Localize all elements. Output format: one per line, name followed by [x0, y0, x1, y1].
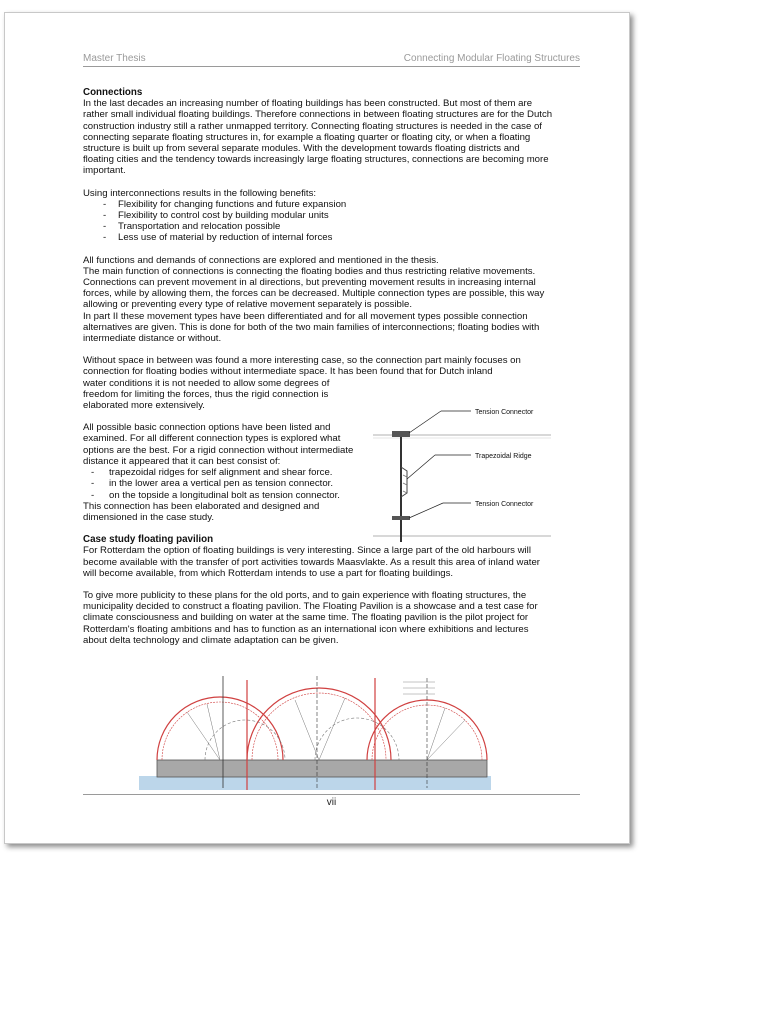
top-bolt-plate	[392, 431, 410, 437]
paragraph: All possible basic connection options have been listed and examined. For all different connection types is explored what options are the best. For a rigid connection without intermediate distance it appeared that it can best consist of:	[83, 422, 354, 467]
radius-line	[319, 698, 345, 760]
leader-line	[409, 503, 443, 518]
header-left-title: Master Thesis	[83, 53, 146, 64]
dome-left-inner	[162, 702, 278, 760]
floating-deck	[157, 760, 487, 777]
list-item: - trapezoidal ridges for self alignment and shear force.	[83, 467, 358, 478]
leader-line	[409, 411, 441, 433]
options-list	[83, 467, 358, 501]
paragraph: For Rotterdam the option of floating buildings is very interesting. Since a large part of the old harbours will become available with the transfer of port activities towards Maasvlakte. As a result this area of inland water will become available, from which Rotterdam intends to use a part for floating buildings.	[83, 545, 540, 579]
leader-line	[407, 455, 435, 479]
paragraph: water conditions it is not needed to allow some degrees of freedom for limiting the forces, thus the rigid connection is elaborated more extensively.	[83, 377, 330, 412]
radius-line	[295, 700, 319, 760]
label-tension-connector-bottom: Tension Connector	[475, 501, 534, 508]
benefits-intro: Using interconnections results in the following benefits:	[83, 187, 317, 199]
list-item: - in the lower area a vertical pen as tension connector.	[83, 478, 358, 489]
paragraph: Without space in between was found a more interesting case, so the connection part mainly focuses on connection for floating bodies without intermediate space. It has been found that for Dutch inland	[83, 355, 521, 378]
dome-middle	[247, 688, 391, 760]
paragraph: This connection has been elaborated and designed and dimensioned in the case study.	[83, 500, 320, 523]
footer-rule	[83, 794, 580, 795]
paragraph: To give more publicity to these plans for the old ports, and to gain experience with floating structures, the municipality decided to construct a floating pavilion. The Floating Pavilion is a showcase and a test case for climate consciousness and building on water at the same time. The floating pavilion is the pilot project for Rotterdam's floating ambitions and has to function as an international icon where exhibitions and lectures about delta technology and climate adaptation can be given.	[83, 589, 538, 646]
pen-plate	[392, 516, 410, 520]
radius-line	[427, 708, 445, 760]
body-text	[83, 87, 553, 657]
benefits-list	[83, 199, 553, 244]
list-item: - Flexibility to control cost by building modular units	[83, 210, 553, 221]
case-study-heading: Case study floating pavilion	[83, 534, 214, 546]
list-item: - Less use of material by reduction of internal forces	[83, 232, 553, 243]
label-trapezoidal-ridge: Trapezoidal Ridge	[475, 453, 532, 460]
pavilion-figure	[135, 672, 495, 795]
radius-line	[187, 712, 220, 760]
paragraph: All functions and demands of connections are explored and mentioned in the thesis.	[83, 254, 439, 266]
page-header	[83, 53, 580, 67]
radius-line	[207, 704, 220, 760]
dome-middle-inner	[252, 693, 386, 760]
connector-figure	[373, 397, 551, 547]
connections-heading: Connections	[83, 87, 143, 98]
list-item: - on the topside a longitudinal bolt as tension connector.	[83, 490, 358, 501]
pavilion-section-diagram	[135, 672, 495, 795]
ridge-hatch	[403, 475, 407, 493]
radius-line	[427, 720, 465, 760]
document-page	[4, 12, 630, 844]
list-item: - Flexibility for changing functions and future expansion	[83, 199, 553, 210]
header-right-title: Connecting Modular Floating Structures	[403, 53, 580, 64]
paragraph: In part II these movement types have been differentiated and for all movement types possible connection alternatives are given. This is done for both of the two main families of interconnections; floating bodies with intermediate distance or without.	[83, 310, 540, 345]
list-item: - Transportation and relocation possible	[83, 221, 553, 232]
water	[139, 776, 491, 790]
connections-intro: In the last decades an increasing number of floating buildings has been constructed. But most of them are rather small individual floating buildings. Therefore connections in between floating structures are for the Dutch construction industry still a rather unmapped territory. Connecting floating structures is needed in the case of connecting separate floating structures in, for example a floating quarter or floating city, or when a floating structure is built up from several separate modules. With the development towards floating districts and floating cities and the tendency towards increasingly large floating structures, connections are becoming more important.	[83, 98, 553, 177]
label-tension-connector-top: Tension Connector	[475, 409, 534, 416]
connector-diagram	[373, 397, 551, 547]
page-number: vii	[326, 797, 337, 808]
paragraph: The main function of connections is connecting the floating bodies and thus restricting relative movements. Connections can prevent movement in al directions, but preventing movement results in increasing internal forces, while by allowing them, the forces can be decreased. Multiple connection types are possible, this way allowing or preventing every type of relative movement separately is possible.	[83, 265, 545, 311]
